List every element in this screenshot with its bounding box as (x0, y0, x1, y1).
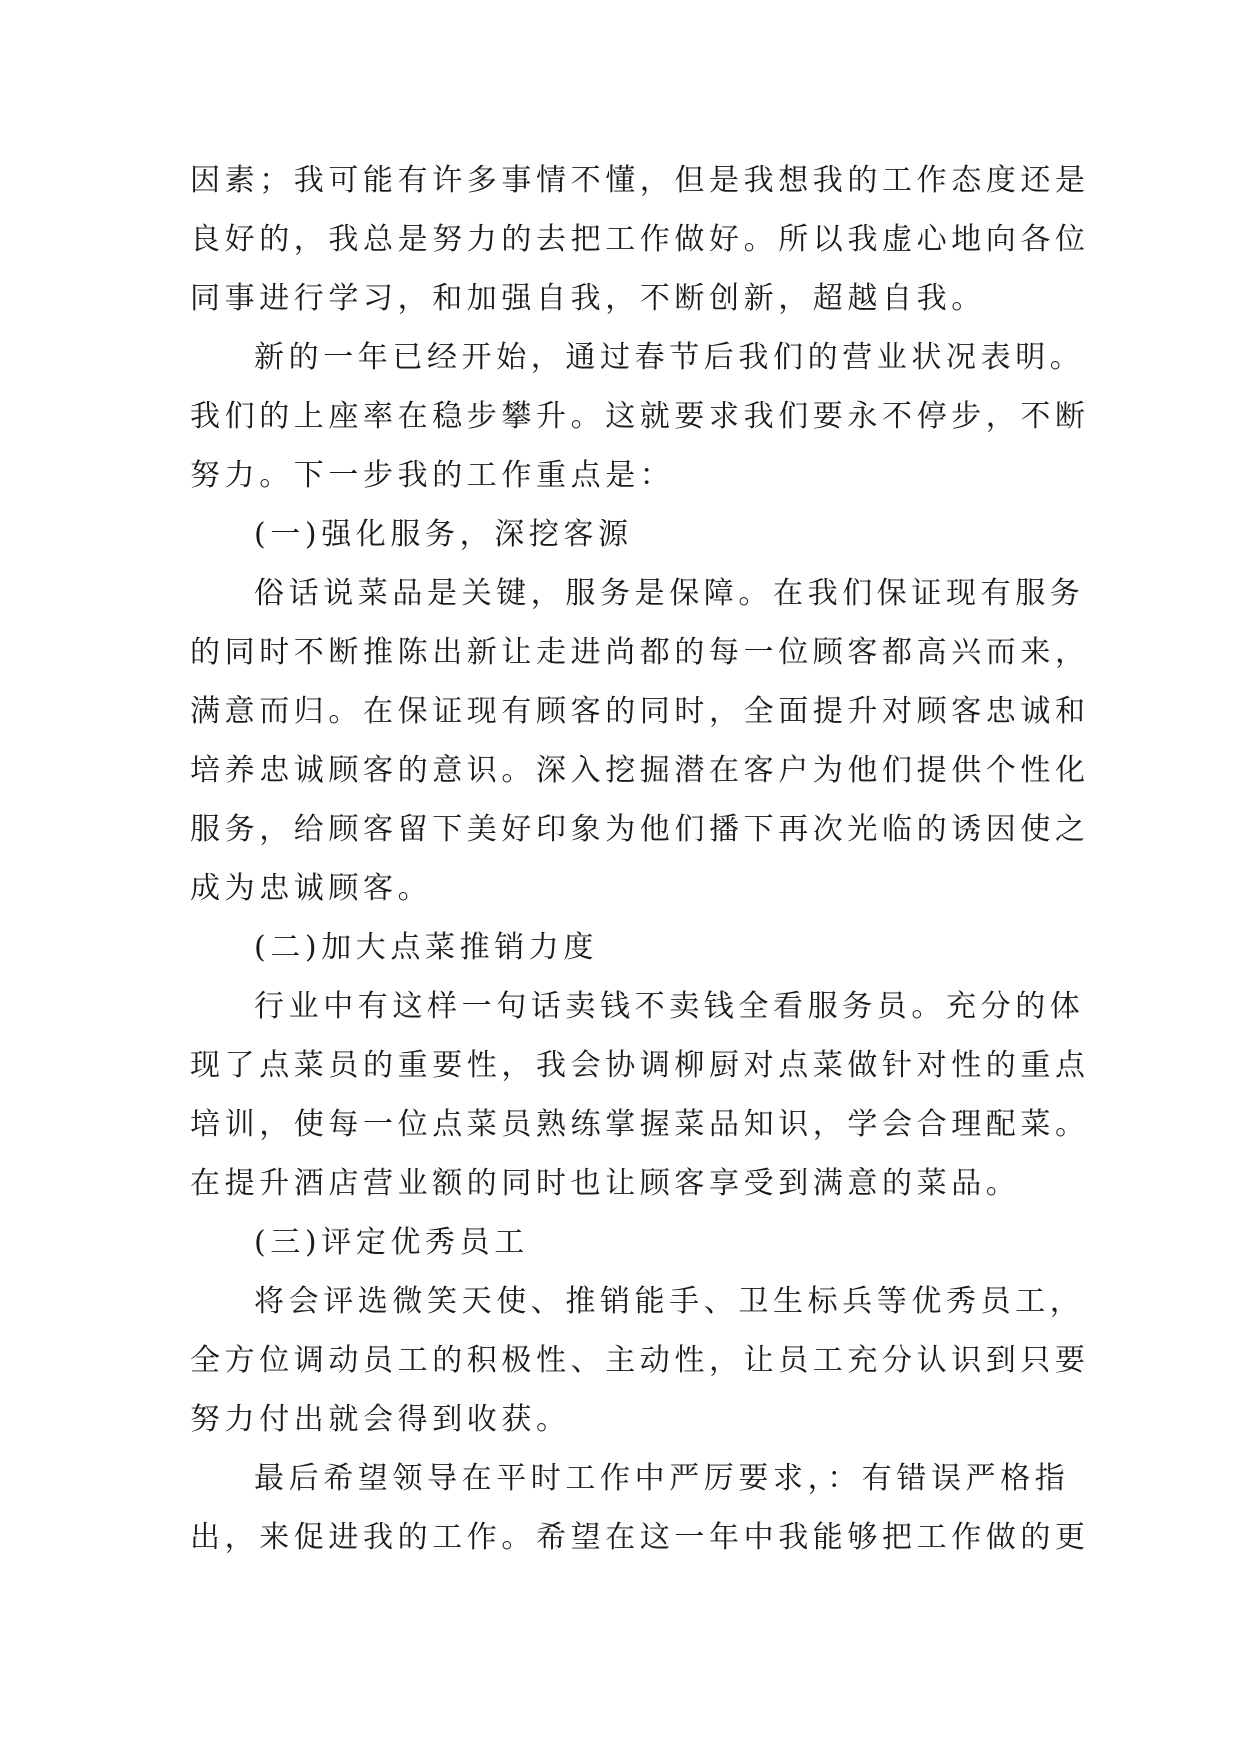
text-line: 新的一年已经开始，通过春节后我们的营业状况表明。 (254, 340, 1085, 375)
text-line: 良好的，我总是努力的去把工作做好。所以我虚心地向各位 (190, 222, 1090, 257)
text-line: 培养忠诚顾客的意识。深入挖掘潜在客户为他们提供个性化 (190, 753, 1090, 788)
text-line: 我们的上座率在稳步攀升。这就要求我们要永不停步，不断 (190, 399, 1090, 434)
text-line: 的同时不断推陈出新让走进尚都的每一位顾客都高兴而来， (190, 635, 1090, 670)
text-line: 成为忠诚顾客。 (190, 871, 433, 906)
text-line: 最后希望领导在平时工作中严厉要求，：有错误严格指 (254, 1461, 1070, 1496)
text-line: 全方位调动员工的积极性、主动性，让员工充分认识到只要 (190, 1343, 1090, 1378)
section-heading: (一)强化服务，深挖客源 (254, 517, 633, 552)
text-line: 努力付出就会得到收获。 (190, 1402, 571, 1437)
text-line: 将会评选微笑天使、推销能手、卫生标兵等优秀员工， (254, 1284, 1085, 1319)
text-line: 培训，使每一位点菜员熟练掌握菜品知识，学会合理配菜。 (190, 1107, 1090, 1142)
text-line: 同事进行学习，和加强自我，不断创新，超越自我。 (190, 281, 986, 316)
text-line: 努力。下一步我的工作重点是： (190, 458, 675, 493)
text-line: 因素；我可能有许多事情不懂，但是我想我的工作态度还是 (190, 163, 1090, 198)
text-line: 出，来促进我的工作。希望在这一年中我能够把工作做的更 (190, 1520, 1090, 1555)
text-line: 现了点菜员的重要性，我会协调柳厨对点菜做针对性的重点 (190, 1048, 1090, 1083)
section-heading: (二)加大点菜推销力度 (254, 930, 599, 965)
text-line: 服务，给顾客留下美好印象为他们播下再次光临的诱因使之 (190, 812, 1090, 847)
section-heading: (三)评定优秀员工 (254, 1225, 529, 1260)
text-line: 行业中有这样一句话卖钱不卖钱全看服务员。充分的体 (254, 989, 1085, 1024)
document-body (190, 151, 1090, 1567)
text-line: 满意而归。在保证现有顾客的同时，全面提升对顾客忠诚和 (190, 694, 1090, 729)
text-line: 俗话说菜品是关键，服务是保障。在我们保证现有服务 (254, 576, 1085, 611)
text-line: 在提升酒店营业额的同时也让顾客享受到满意的菜品。 (190, 1166, 1021, 1201)
